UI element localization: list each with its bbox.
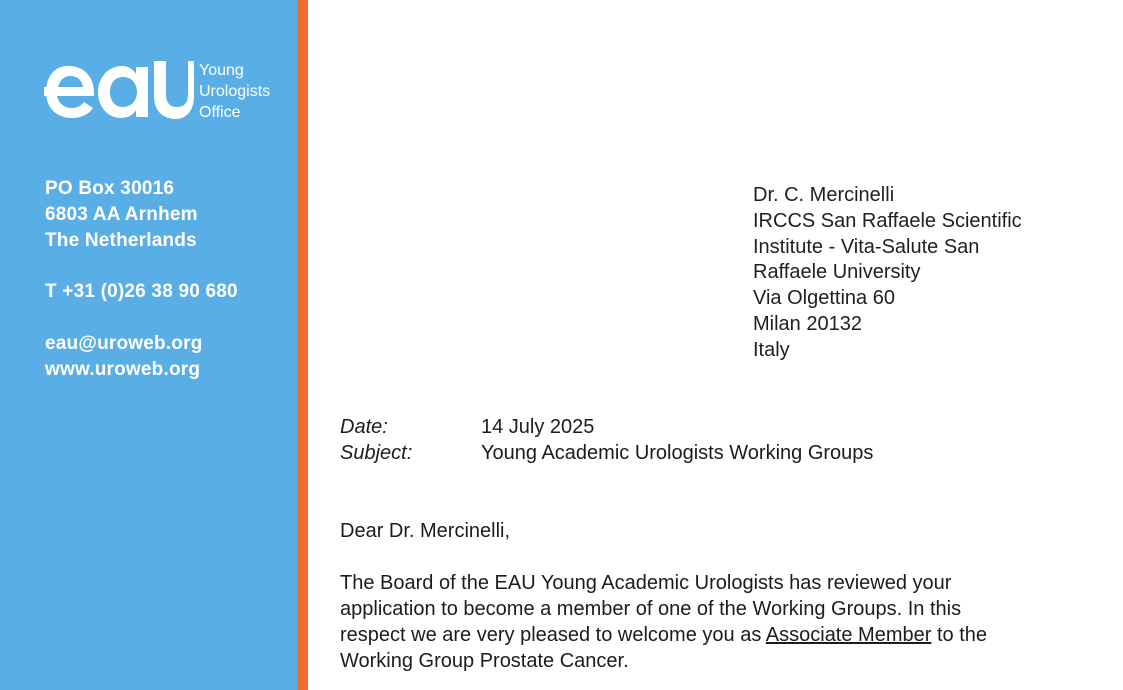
- body-line: application to become a member of one of the Working Groups. In this: [340, 598, 962, 620]
- subject-value: Young Academic Urologists Working Groups: [481, 442, 874, 464]
- address-line: PO Box 30016: [45, 178, 175, 199]
- logo-subtitle-line: Young: [199, 62, 244, 79]
- logo-subtitle-line: Office: [199, 104, 241, 121]
- body-line: Working Group Prostate Cancer.: [340, 650, 629, 672]
- date-label: Date:: [340, 416, 388, 438]
- date-value: 14 July 2025: [481, 416, 595, 438]
- recipient-line: IRCCS San Raffaele Scientific: [753, 209, 1022, 232]
- date-row: [340, 414, 873, 440]
- eau-logo: [44, 58, 194, 128]
- recipient-address: [753, 183, 1022, 364]
- recipient-line: Dr. C. Mercinelli: [753, 184, 895, 206]
- address-line: The Netherlands: [45, 230, 197, 251]
- address-line: 6803 AA Arnhem: [45, 204, 198, 225]
- orange-divider-stripe: [297, 0, 308, 690]
- subject-row: [340, 440, 873, 466]
- body-line: [340, 622, 987, 648]
- letterhead-sidebar: [0, 0, 297, 690]
- salutation: Dear Dr. Mercinelli,: [340, 520, 511, 542]
- logo-subtitle-line: Urologists: [199, 83, 271, 100]
- recipient-line: Raffaele University: [753, 261, 921, 284]
- subject-label: Subject:: [340, 442, 413, 464]
- body-text-segment: to the: [931, 624, 988, 646]
- postal-address: [45, 176, 198, 254]
- logo-subtitle: [199, 60, 270, 123]
- contact-links: [45, 331, 203, 383]
- recipient-line: Via Olgettina 60: [753, 287, 895, 310]
- phone-number: [45, 279, 238, 305]
- letter-meta: [340, 414, 873, 466]
- letter-body: [340, 570, 987, 674]
- email-link[interactable]: eau@uroweb.org: [45, 333, 203, 354]
- recipient-line: Institute - Vita-Salute San: [753, 235, 980, 258]
- phone-text: T +31 (0)26 38 90 680: [45, 281, 238, 302]
- recipient-line: Italy: [753, 338, 790, 361]
- body-text-segment: respect we are very pleased to welcome you as: [340, 624, 766, 646]
- website-link[interactable]: www.uroweb.org: [45, 359, 201, 380]
- recipient-line: Milan 20132: [753, 312, 862, 335]
- body-line: The Board of the EAU Young Academic Urologists has reviewed your: [340, 572, 952, 594]
- associate-member-emphasis: Associate Member: [765, 624, 932, 646]
